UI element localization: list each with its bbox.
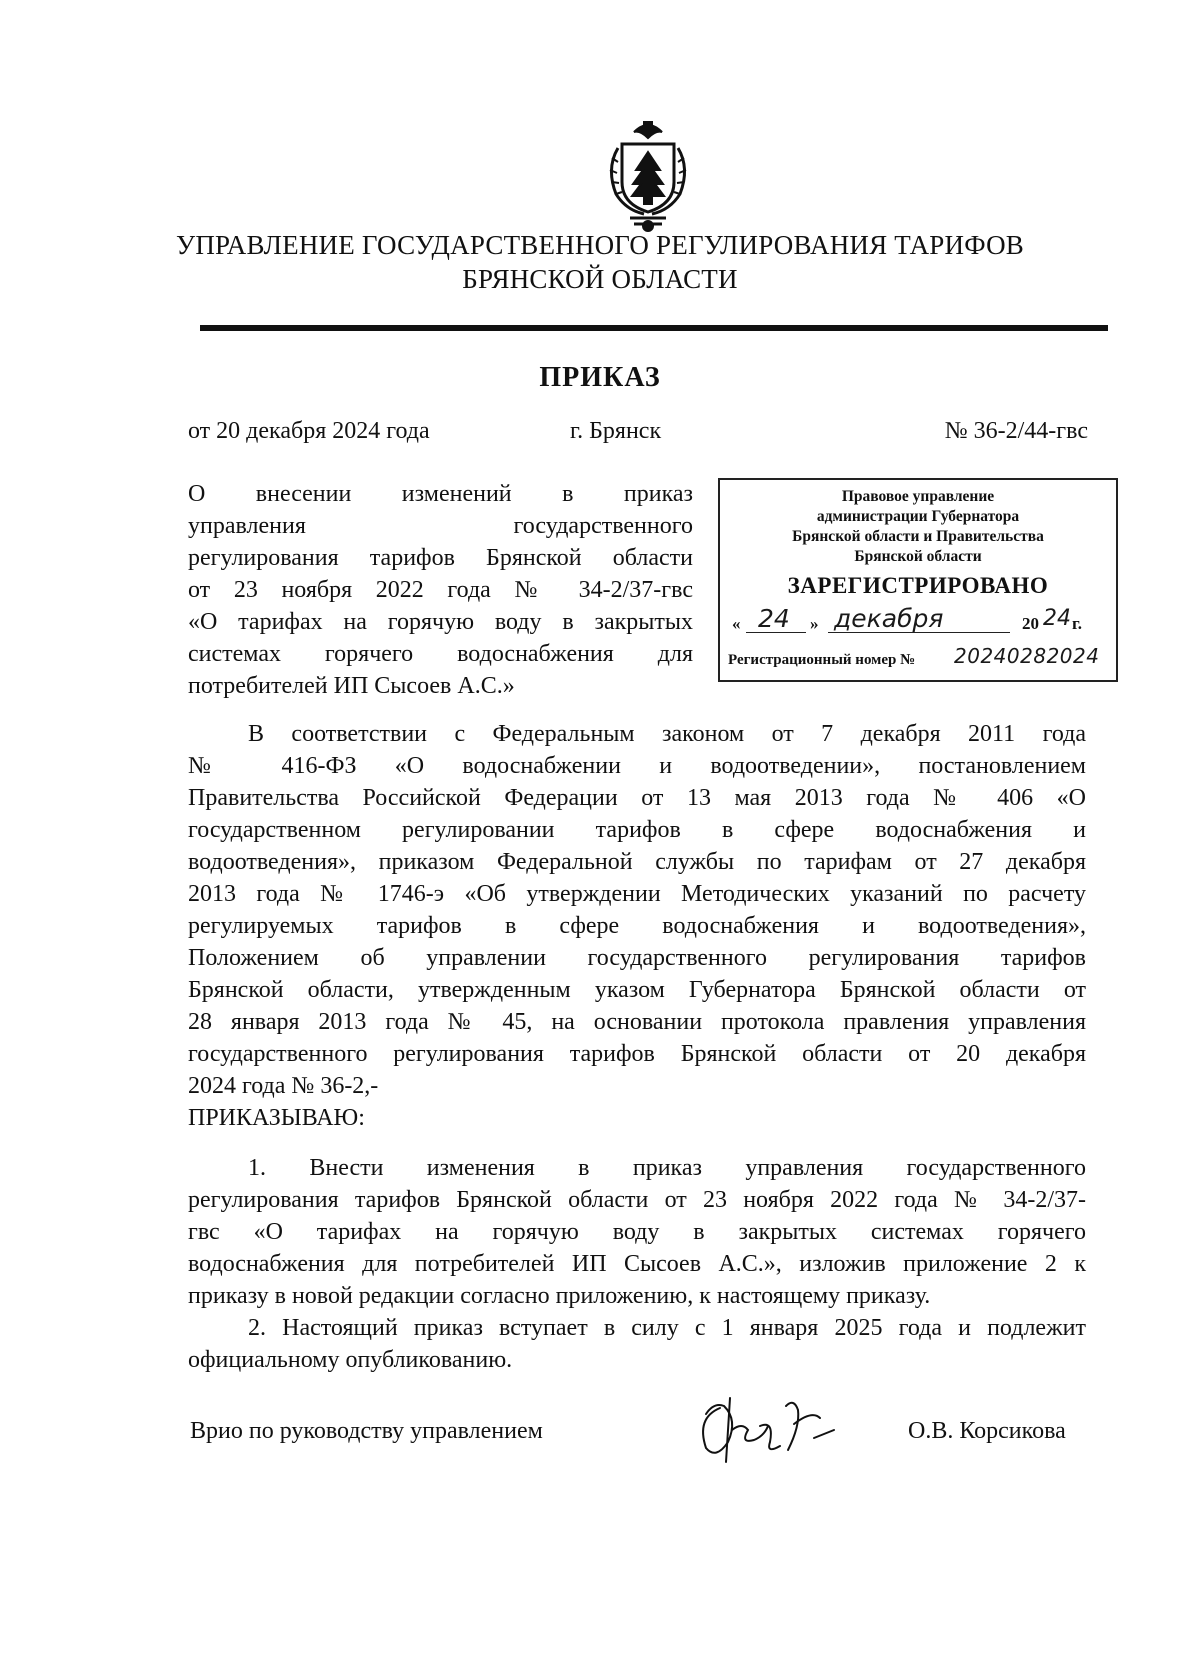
item2-line: официальному опубликованию. [188, 1347, 513, 1373]
stamp-reg-row [728, 646, 1108, 674]
stamp-reg-label: Регистрационный номер № [728, 652, 916, 668]
organization-name-line2: БРЯНСКОЙ ОБЛАСТИ [462, 264, 738, 294]
stamp-reg-number: 20240282024 [954, 644, 1100, 668]
stamp-year-suffix: 24 [1043, 606, 1071, 631]
preamble-line: государственном регулировании тарифов в сфере водоснабжения и [188, 817, 1086, 843]
preamble-line: водоотведения», приказом Федеральной службы по тарифам от 27 декабря [188, 849, 1086, 875]
organization-name-line1: УПРАВЛЕНИЕ ГОСУДАРСТВЕННОГО РЕГУЛИРОВАНИЯ ТАРИФОВ [176, 230, 1024, 260]
subject-line: О внесении изменений в приказ [188, 481, 693, 507]
preamble-line: Брянской области, утвержденным указом Губернатора Брянской области от [188, 977, 1086, 1003]
subject-line: системах горячего водоснабжения для [188, 641, 693, 667]
order-number: № 36-2/44-гвс [944, 418, 1088, 444]
handwritten-signature [690, 1388, 860, 1468]
preamble-line: В соответствии с Федеральным законом от 7 декабря 2011 года [248, 721, 1086, 747]
stamp-year-prefix: 20 [1022, 614, 1039, 633]
item1-line: регулирования тарифов Брянской области от 23 ноября 2022 года № 34-2/37- [188, 1187, 1086, 1213]
order-city: г. Брянск [570, 418, 662, 444]
stamp-line: Правовое управление [841, 488, 995, 505]
order-word: ПРИКАЗЫВАЮ: [188, 1105, 365, 1131]
preamble-line: 2024 года № 36-2,- [188, 1073, 379, 1099]
stamp-registered: ЗАРЕГИСТРИРОВАНО [787, 573, 1049, 598]
header-divider [200, 325, 1108, 331]
item1-line: водоснабжения для потребителей ИП Сысоев А.С.», изложив приложение 2 к [188, 1251, 1086, 1277]
subject-line: от 23 ноября 2022 года № 34-2/37-гвс [188, 577, 693, 603]
preamble-line: Правительства Российской Федерации от 13 мая 2013 года № 406 «О [188, 785, 1086, 811]
coat-of-arms-emblem [600, 118, 696, 234]
preamble-line: 2013 года № 1746-э «Об утверждении Методических указаний по расчету [188, 881, 1086, 907]
signatory-name: О.В. Корсикова [908, 1418, 1066, 1444]
order-subject [188, 478, 693, 702]
stamp-year-unit: г. [1072, 614, 1083, 633]
stamp-line: Брянской области [854, 548, 982, 565]
subject-line: потребителей ИП Сысоев А.С.» [188, 673, 515, 699]
signatory-position: Врио по руководству управлением [190, 1418, 543, 1444]
item1-line: гвс «О тарифах на горячую воду в закрытых системах горячего [188, 1219, 1086, 1245]
quote-mark: « [732, 614, 741, 633]
order-body [188, 718, 1086, 1376]
preamble-line: государственного регулирования тарифов Брянской области от 20 декабря [188, 1041, 1086, 1067]
preamble-line: Положением об управлении государственного регулирования тарифов [188, 945, 1086, 971]
registration-stamp [718, 478, 1118, 682]
item2-line: 2. Настоящий приказ вступает в силу с 1 января 2025 года и подлежит [248, 1315, 1086, 1341]
document-title: ПРИКАЗ [539, 362, 661, 393]
quote-mark: » [810, 614, 819, 633]
stamp-day: 24 [758, 604, 790, 633]
subject-line: «О тарифах на горячую воду в закрытых [188, 609, 693, 635]
subject-line: управления государственного [188, 513, 693, 539]
stamp-date-row [732, 606, 1104, 638]
stamp-line: Брянской области и Правительства [792, 528, 1044, 545]
preamble-line: регулируемых тарифов в сфере водоснабжения и водоотведения», [188, 913, 1086, 939]
subject-line: регулирования тарифов Брянской области [188, 545, 693, 571]
preamble-line: № 416-ФЗ «О водоснабжении и водоотведении», постановлением [188, 753, 1086, 779]
stamp-line: администрации Губернатора [816, 508, 1020, 525]
order-date: от 20 декабря 2024 года [188, 418, 430, 444]
item1-line: приказу в новой редакции согласно приложению, к настоящему приказу. [188, 1283, 931, 1309]
item1-line: 1. Внести изменения в приказ управления государственного [248, 1155, 1086, 1181]
preamble-line: 28 января 2013 года № 45, на основании протокола правления управления [188, 1009, 1086, 1035]
stamp-month: декабря [834, 604, 944, 633]
